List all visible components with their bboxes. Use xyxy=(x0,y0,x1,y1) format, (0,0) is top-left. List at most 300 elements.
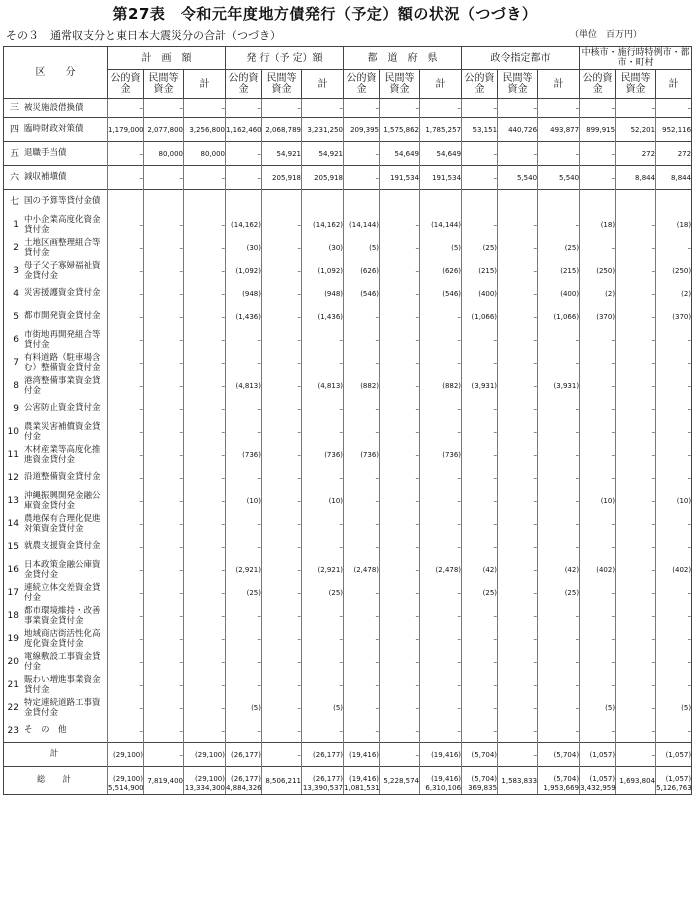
value-cell: – xyxy=(302,466,344,489)
value-cell: – xyxy=(380,512,420,535)
value-cell xyxy=(262,190,302,214)
value-cell: – xyxy=(302,604,344,627)
value-cell: – xyxy=(498,305,538,328)
row-description: 沖縄振興開発金融公庫資金貸付金 xyxy=(24,490,101,511)
table-row xyxy=(4,489,692,512)
value-cell: – xyxy=(462,443,498,466)
value-cell: – xyxy=(144,443,184,466)
value-cell xyxy=(226,190,262,214)
value-cell: – xyxy=(344,466,380,489)
value-cell: – xyxy=(538,696,580,719)
value-cell: – xyxy=(420,535,462,558)
value-cell: – xyxy=(144,282,184,305)
value-cell: – xyxy=(108,535,144,558)
row-description: 都市環境維持・改善事業資金貸付金 xyxy=(24,605,101,626)
value-cell: – xyxy=(262,236,302,259)
value-cell: 1,575,862 xyxy=(380,118,420,142)
table-row xyxy=(4,190,692,214)
value-cell: (29,100) xyxy=(184,743,226,767)
row-description: 就農支援資金貸付金 xyxy=(24,541,101,552)
value-cell: (2) xyxy=(580,282,616,305)
value-cell: – xyxy=(344,604,380,627)
row-description: 市街地再開発組合等貸付金 xyxy=(24,329,101,350)
value-cell: – xyxy=(616,466,656,489)
value-cell: – xyxy=(380,696,420,719)
value-cell: – xyxy=(498,397,538,420)
value-cell: – xyxy=(344,535,380,558)
value-cell: – xyxy=(616,558,656,581)
value-cell: (4,813) xyxy=(226,374,262,397)
value-cell: (626) xyxy=(420,259,462,282)
value-cell: – xyxy=(380,650,420,673)
value-cell: (19,416) 6,310,106 xyxy=(420,767,462,795)
value-cell: – xyxy=(144,535,184,558)
row-label xyxy=(4,767,108,795)
value-cell: – xyxy=(538,673,580,696)
row-number: 三 xyxy=(9,103,19,114)
row-description: 連続立体交差資金貸付金 xyxy=(24,582,101,603)
value-cell: – xyxy=(462,328,498,351)
value-cell: – xyxy=(262,673,302,696)
value-cell: – xyxy=(108,558,144,581)
table-row xyxy=(4,328,692,351)
value-cell: – xyxy=(184,627,226,650)
value-cell: – xyxy=(344,397,380,420)
value-cell: – xyxy=(498,558,538,581)
value-cell: – xyxy=(262,627,302,650)
row-description: 農業災害補償資金貸付金 xyxy=(24,421,101,442)
value-cell: – xyxy=(616,743,656,767)
value-cell: 493,877 xyxy=(538,118,580,142)
value-cell: (5) xyxy=(226,696,262,719)
value-cell: – xyxy=(144,397,184,420)
value-cell: – xyxy=(498,374,538,397)
row-label xyxy=(4,190,108,214)
value-cell: – xyxy=(420,696,462,719)
value-cell: – xyxy=(108,512,144,535)
value-cell: – xyxy=(108,489,144,512)
value-cell xyxy=(344,190,380,214)
value-cell: (3,931) xyxy=(462,374,498,397)
value-cell: – xyxy=(538,489,580,512)
value-cell: (25) xyxy=(538,581,580,604)
value-cell: – xyxy=(538,535,580,558)
subheader-public: 公的資金 xyxy=(462,70,498,99)
value-cell: – xyxy=(380,743,420,767)
value-cell: – xyxy=(498,420,538,443)
row-description: 有料道路（駐車場含む）整備資金貸付金 xyxy=(24,352,101,373)
value-cell: – xyxy=(538,397,580,420)
value-cell: – xyxy=(302,420,344,443)
value-cell: – xyxy=(462,397,498,420)
table-row xyxy=(4,259,692,282)
value-cell: (2,921) xyxy=(226,558,262,581)
row-number: 5 xyxy=(13,311,19,322)
value-cell: (400) xyxy=(538,282,580,305)
value-cell: – xyxy=(144,673,184,696)
row-description: 土地区画整理組合等貸付金 xyxy=(24,237,101,258)
value-cell: 1,583,833 xyxy=(498,767,538,795)
subheader-public: 公的資金 xyxy=(580,70,616,99)
row-label xyxy=(4,397,108,420)
value-cell: – xyxy=(184,99,226,118)
value-cell: – xyxy=(144,581,184,604)
value-cell: (948) xyxy=(226,282,262,305)
value-cell: 5,540 xyxy=(498,166,538,190)
value-cell: – xyxy=(344,489,380,512)
value-cell: – xyxy=(108,282,144,305)
row-label xyxy=(4,351,108,374)
value-cell: – xyxy=(380,236,420,259)
value-cell: – xyxy=(656,420,692,443)
value-cell: – xyxy=(498,696,538,719)
value-cell: – xyxy=(420,99,462,118)
value-cell: – xyxy=(538,627,580,650)
value-cell: (215) xyxy=(538,259,580,282)
value-cell: (882) xyxy=(344,374,380,397)
value-cell: (736) xyxy=(420,443,462,466)
value-cell: – xyxy=(262,558,302,581)
value-cell: – xyxy=(538,443,580,466)
value-cell: (42) xyxy=(462,558,498,581)
value-cell: – xyxy=(226,142,262,166)
value-cell: – xyxy=(656,673,692,696)
value-cell: – xyxy=(656,328,692,351)
value-cell: – xyxy=(420,627,462,650)
value-cell: – xyxy=(344,351,380,374)
row-number: 22 xyxy=(7,703,19,713)
value-cell: (5,704) 1,953,669 xyxy=(538,767,580,795)
row-label xyxy=(4,558,108,581)
value-cell: – xyxy=(462,535,498,558)
value-cell: (2) xyxy=(656,282,692,305)
value-cell: – xyxy=(226,535,262,558)
row-number: 七 xyxy=(9,196,19,207)
value-cell: – xyxy=(580,604,616,627)
value-cell: – xyxy=(498,466,538,489)
value-cell: – xyxy=(580,535,616,558)
value-cell: – xyxy=(302,328,344,351)
value-cell xyxy=(538,190,580,214)
group-core-city: 中核市・施行時特例市・都市・町村 xyxy=(580,47,692,70)
value-cell: – xyxy=(498,673,538,696)
value-cell: – xyxy=(108,259,144,282)
value-cell: – xyxy=(144,604,184,627)
value-cell: – xyxy=(226,351,262,374)
value-cell: – xyxy=(462,420,498,443)
value-cell: – xyxy=(498,535,538,558)
row-description: 地域商店街活性化高度化資金貸付金 xyxy=(24,628,101,649)
value-cell: (5) xyxy=(344,236,380,259)
table-row xyxy=(4,604,692,627)
value-cell: – xyxy=(184,374,226,397)
value-cell: – xyxy=(380,259,420,282)
value-cell xyxy=(656,190,692,214)
table-row xyxy=(4,213,692,236)
value-cell: – xyxy=(538,142,580,166)
value-cell: – xyxy=(344,627,380,650)
value-cell: (1,066) xyxy=(538,305,580,328)
value-cell: (5,704) xyxy=(538,743,580,767)
value-cell: 5,228,574 xyxy=(380,767,420,795)
value-cell: – xyxy=(144,512,184,535)
value-cell: – xyxy=(498,719,538,743)
value-cell: – xyxy=(420,466,462,489)
value-cell: (25) xyxy=(226,581,262,604)
value-cell: 2,068,789 xyxy=(262,118,302,142)
value-cell: – xyxy=(498,581,538,604)
value-cell: – xyxy=(462,213,498,236)
value-cell: – xyxy=(538,466,580,489)
group-prefecture: 都 道 府 県 xyxy=(344,47,462,70)
value-cell: – xyxy=(344,696,380,719)
value-cell: 440,726 xyxy=(498,118,538,142)
value-cell: – xyxy=(616,627,656,650)
value-cell: – xyxy=(656,236,692,259)
value-cell: – xyxy=(656,627,692,650)
row-description: 計 xyxy=(49,749,59,760)
value-cell: (1,092) xyxy=(226,259,262,282)
value-cell: – xyxy=(184,512,226,535)
value-cell: (19,416) xyxy=(344,743,380,767)
value-cell: – xyxy=(184,673,226,696)
value-cell: (402) xyxy=(656,558,692,581)
group-issued: 発 行（予 定）額 xyxy=(226,47,344,70)
value-cell: – xyxy=(302,351,344,374)
value-cell: – xyxy=(462,512,498,535)
value-cell: – xyxy=(226,627,262,650)
value-cell: (1,057) 5,126,763 xyxy=(656,767,692,795)
group-designated-city: 政令指定都市 xyxy=(462,47,580,70)
value-cell: – xyxy=(144,259,184,282)
row-description: 母子父子寡婦福祉資金貸付金 xyxy=(24,260,101,281)
value-cell: – xyxy=(144,466,184,489)
value-cell: – xyxy=(226,719,262,743)
value-cell: – xyxy=(262,351,302,374)
value-cell: 209,395 xyxy=(344,118,380,142)
row-description: 災害援護資金貸付金 xyxy=(24,288,101,299)
value-cell: – xyxy=(184,397,226,420)
value-cell: (26,177) xyxy=(302,743,344,767)
value-cell: – xyxy=(262,259,302,282)
row-number: 20 xyxy=(7,657,19,667)
value-cell: – xyxy=(538,99,580,118)
table-row xyxy=(4,719,692,743)
value-cell: 1,162,460 xyxy=(226,118,262,142)
row-label xyxy=(4,466,108,489)
value-cell: – xyxy=(184,535,226,558)
row-label xyxy=(4,650,108,673)
value-cell: 272 xyxy=(616,142,656,166)
value-cell: – xyxy=(656,99,692,118)
value-cell: (4,813) xyxy=(302,374,344,397)
value-cell: – xyxy=(144,489,184,512)
value-cell: – xyxy=(538,719,580,743)
value-cell: – xyxy=(616,696,656,719)
row-label xyxy=(4,443,108,466)
row-label xyxy=(4,259,108,282)
table-subtitle: その３ 通常収支分と東日本大震災分の合計（つづき） xyxy=(6,29,281,42)
subheader-total: 計 xyxy=(302,70,344,99)
value-cell: – xyxy=(108,99,144,118)
value-cell: – xyxy=(262,282,302,305)
table-row xyxy=(4,282,692,305)
value-cell: – xyxy=(462,166,498,190)
value-cell: – xyxy=(262,719,302,743)
value-cell: – xyxy=(462,719,498,743)
value-cell: – xyxy=(580,650,616,673)
value-cell: – xyxy=(344,305,380,328)
value-cell: (1,057) xyxy=(656,743,692,767)
value-cell: (3,931) xyxy=(538,374,580,397)
value-cell: – xyxy=(262,696,302,719)
value-cell: (1,436) xyxy=(226,305,262,328)
value-cell: – xyxy=(226,166,262,190)
value-cell: – xyxy=(580,512,616,535)
value-cell: 1,693,804 xyxy=(616,767,656,795)
row-label xyxy=(4,535,108,558)
subheader-total: 計 xyxy=(420,70,462,99)
value-cell: 52,201 xyxy=(616,118,656,142)
value-cell: (10) xyxy=(302,489,344,512)
value-cell: – xyxy=(462,696,498,719)
value-cell: (10) xyxy=(226,489,262,512)
row-number: 6 xyxy=(13,335,19,345)
row-description: 退職手当債 xyxy=(24,148,67,159)
value-cell: – xyxy=(184,282,226,305)
value-cell: – xyxy=(344,142,380,166)
value-cell: 191,534 xyxy=(420,166,462,190)
subheader-public: 公的資金 xyxy=(226,70,262,99)
row-description: 総 計 xyxy=(36,775,71,786)
value-cell: – xyxy=(616,213,656,236)
bond-issuance-table xyxy=(3,46,692,795)
value-cell: 272 xyxy=(656,142,692,166)
value-cell: – xyxy=(344,673,380,696)
value-cell: – xyxy=(580,673,616,696)
value-cell: – xyxy=(420,305,462,328)
subheader-private: 民間等資金 xyxy=(498,70,538,99)
value-cell: – xyxy=(184,604,226,627)
table-row xyxy=(4,420,692,443)
value-cell: (30) xyxy=(226,236,262,259)
value-cell: 3,231,250 xyxy=(302,118,344,142)
value-cell: – xyxy=(380,535,420,558)
row-label xyxy=(4,236,108,259)
table-row xyxy=(4,581,692,604)
value-cell: – xyxy=(302,673,344,696)
value-cell: (250) xyxy=(656,259,692,282)
value-cell: – xyxy=(344,650,380,673)
table-row xyxy=(4,466,692,489)
table-row xyxy=(4,236,692,259)
value-cell: – xyxy=(580,719,616,743)
value-cell: – xyxy=(380,673,420,696)
value-cell: – xyxy=(420,673,462,696)
value-cell: (400) xyxy=(462,282,498,305)
value-cell: – xyxy=(498,282,538,305)
value-cell: – xyxy=(144,99,184,118)
value-cell: – xyxy=(656,443,692,466)
value-cell: (546) xyxy=(344,282,380,305)
row-description: 賑わい増進事業資金貸付金 xyxy=(24,674,101,695)
value-cell: 80,000 xyxy=(184,142,226,166)
value-cell: – xyxy=(226,673,262,696)
value-cell: – xyxy=(144,328,184,351)
value-cell: – xyxy=(538,213,580,236)
value-cell: – xyxy=(184,305,226,328)
value-cell: – xyxy=(420,719,462,743)
value-cell xyxy=(462,190,498,214)
row-label xyxy=(4,627,108,650)
value-cell: – xyxy=(262,213,302,236)
value-cell: 899,915 xyxy=(580,118,616,142)
row-description: 沿道整備資金貸付金 xyxy=(24,472,101,483)
value-cell: 952,116 xyxy=(656,118,692,142)
value-cell: – xyxy=(144,650,184,673)
row-number: 23 xyxy=(7,725,19,736)
value-cell: 3,256,800 xyxy=(184,118,226,142)
value-cell: – xyxy=(144,213,184,236)
value-cell: (1,057) xyxy=(580,743,616,767)
table-row xyxy=(4,673,692,696)
value-cell: – xyxy=(616,351,656,374)
value-cell: – xyxy=(184,650,226,673)
value-cell: – xyxy=(262,512,302,535)
subheader-total: 計 xyxy=(538,70,580,99)
value-cell: – xyxy=(580,166,616,190)
table-row xyxy=(4,696,692,719)
row-number: 16 xyxy=(7,565,19,575)
value-cell: – xyxy=(380,374,420,397)
value-cell: – xyxy=(656,604,692,627)
value-cell: – xyxy=(538,328,580,351)
value-cell: – xyxy=(420,397,462,420)
value-cell: – xyxy=(262,443,302,466)
row-label xyxy=(4,118,108,142)
row-description: 都市開発資金貸付金 xyxy=(24,311,101,322)
value-cell: – xyxy=(184,236,226,259)
row-number: 12 xyxy=(7,472,19,483)
value-cell: – xyxy=(184,696,226,719)
row-number: 21 xyxy=(7,680,19,690)
value-cell: – xyxy=(380,213,420,236)
value-cell: – xyxy=(462,650,498,673)
value-cell: – xyxy=(656,374,692,397)
value-cell: – xyxy=(498,443,538,466)
row-label xyxy=(4,489,108,512)
table-row xyxy=(4,767,692,795)
value-cell: (2,921) xyxy=(302,558,344,581)
value-cell: – xyxy=(144,305,184,328)
value-cell: – xyxy=(108,213,144,236)
value-cell: 54,921 xyxy=(262,142,302,166)
value-cell: (14,144) xyxy=(420,213,462,236)
value-cell: – xyxy=(380,627,420,650)
value-cell xyxy=(498,190,538,214)
value-cell: (1,057) 3,432,959 xyxy=(580,767,616,795)
table-row xyxy=(4,118,692,142)
row-number: 7 xyxy=(13,358,19,368)
row-label xyxy=(4,512,108,535)
row-number: 1 xyxy=(13,220,19,230)
value-cell: – xyxy=(656,466,692,489)
table-row xyxy=(4,374,692,397)
value-cell: – xyxy=(262,305,302,328)
subheader-public: 公的資金 xyxy=(108,70,144,99)
subheader-total: 計 xyxy=(184,70,226,99)
row-description: 農地保有合理化促進対策資金貸付金 xyxy=(24,513,101,534)
